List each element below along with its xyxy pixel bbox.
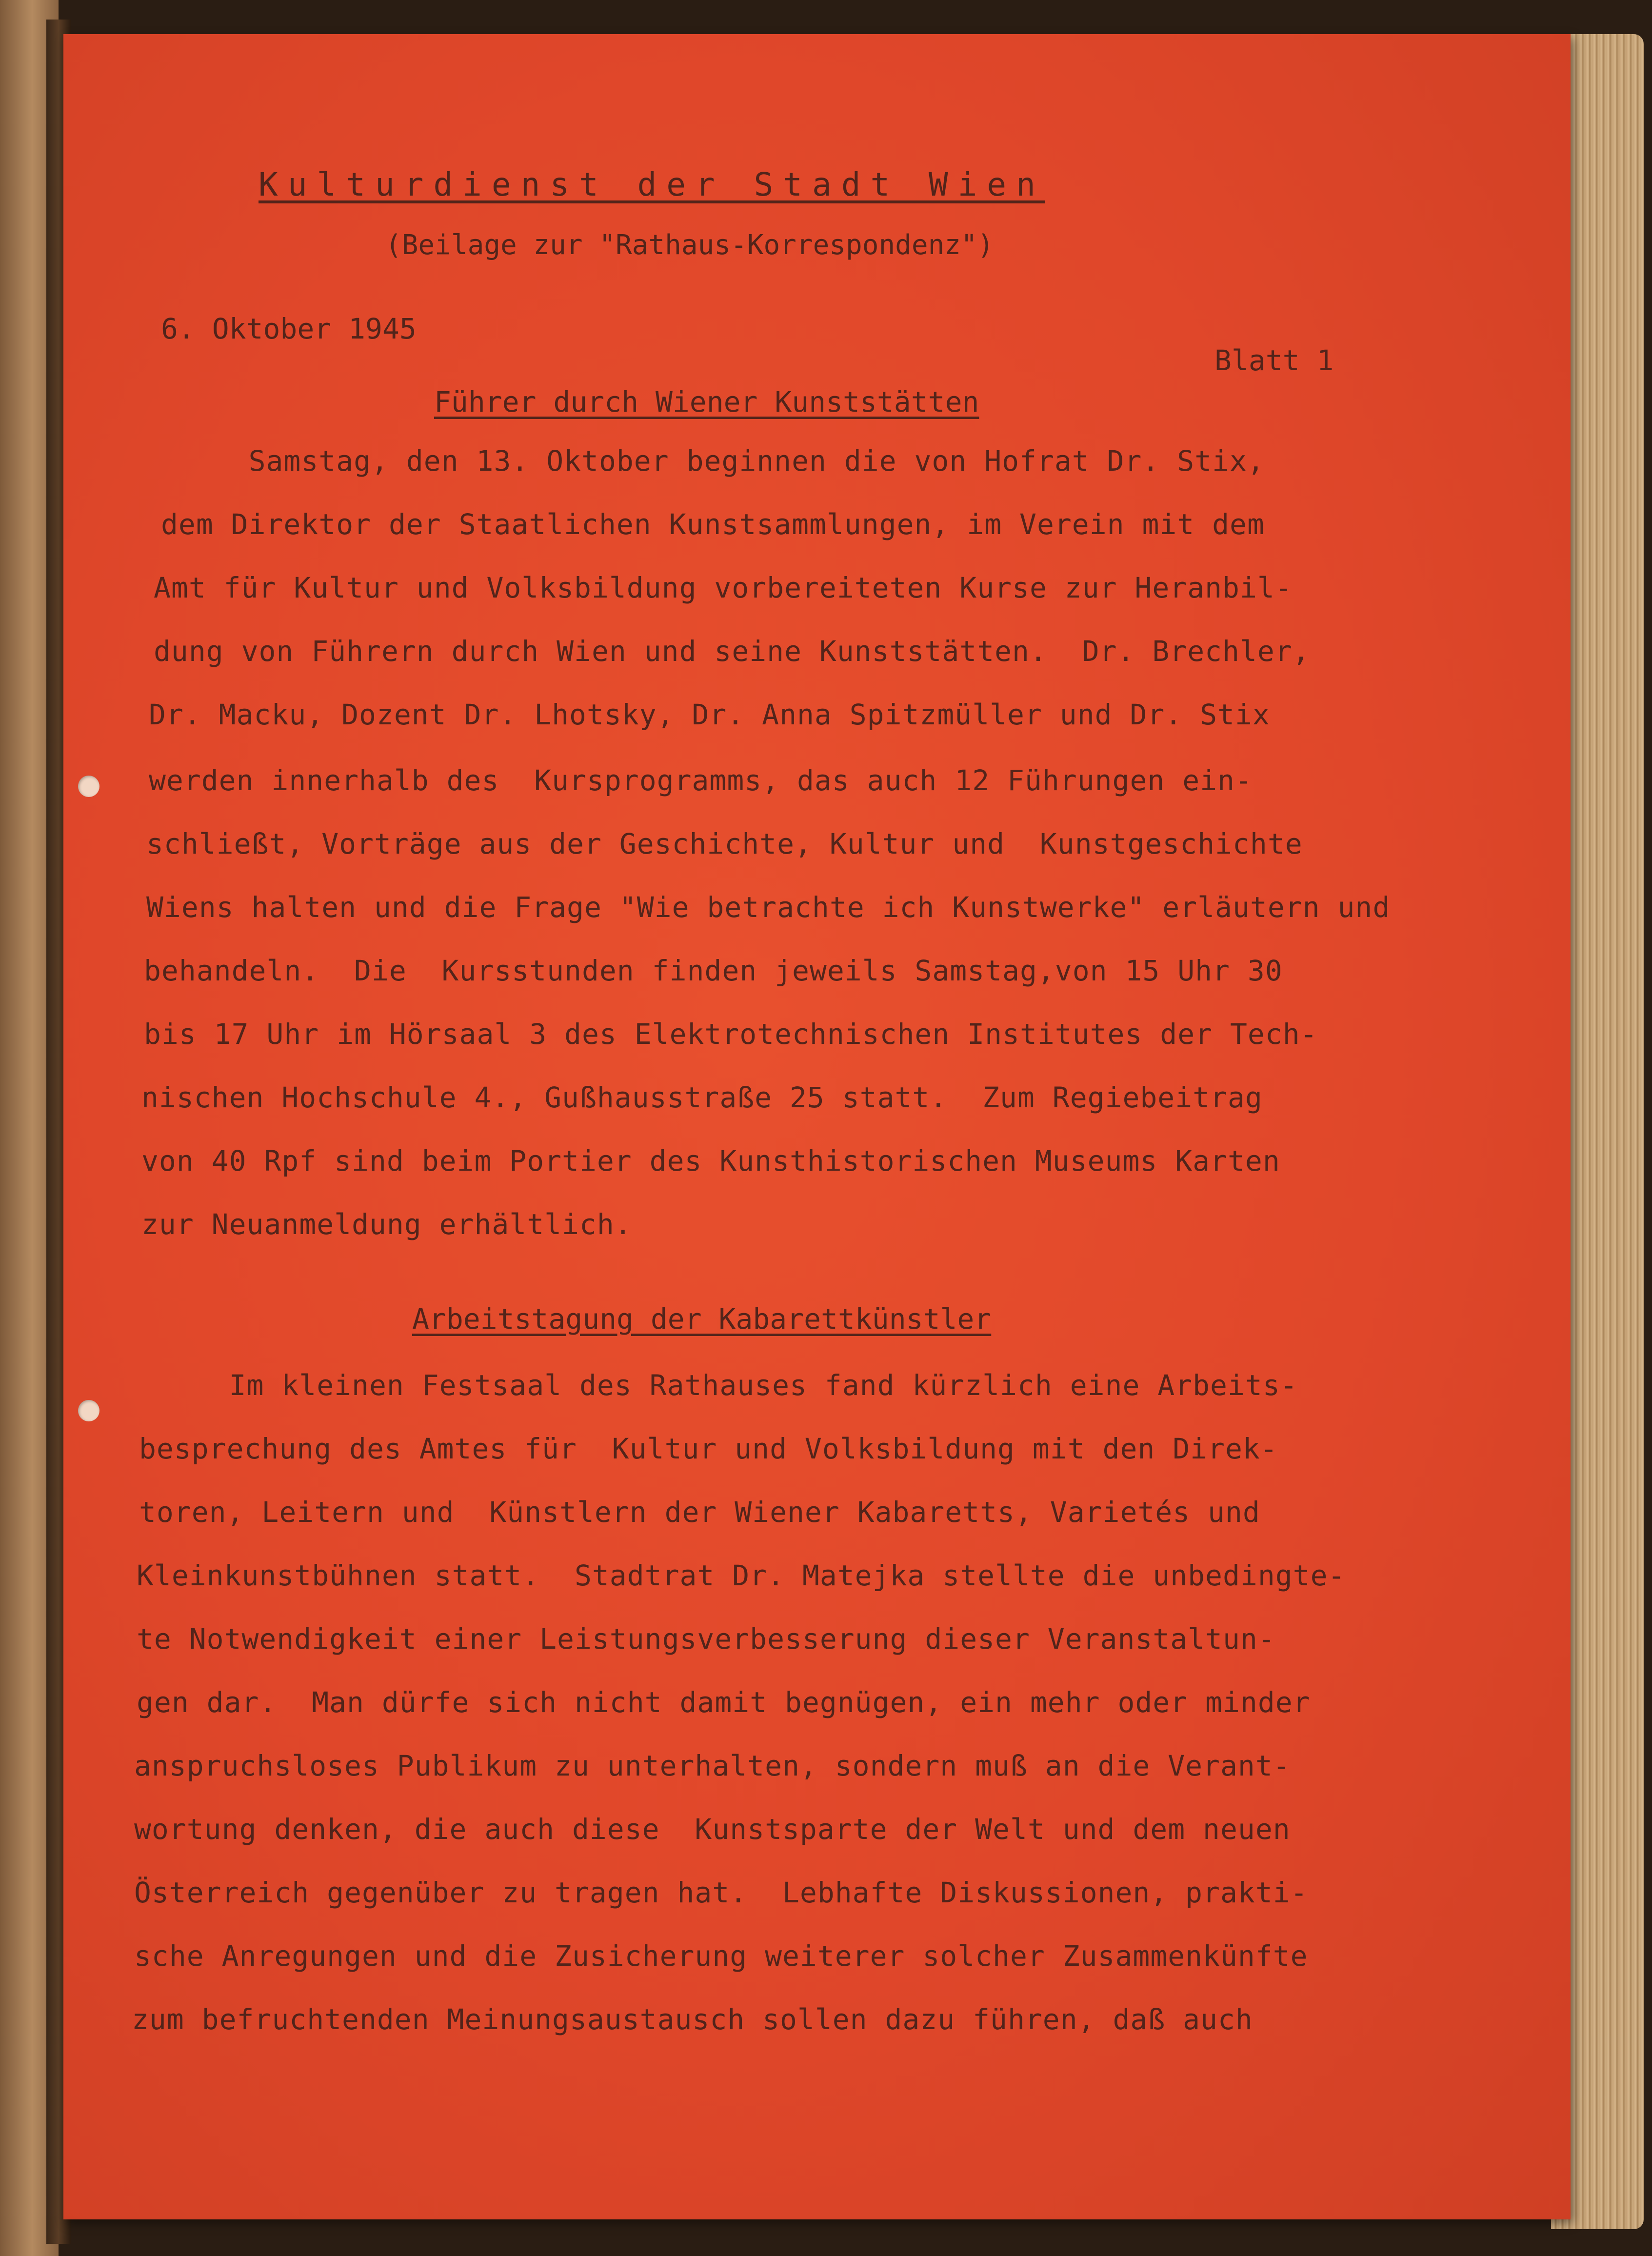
sheet-number: Blatt 1 — [1214, 344, 1334, 377]
text-line: besprechung des Amtes für Kultur und Volksbildung mit den Direk- — [139, 1432, 1278, 1465]
text-line: nischen Hochschule 4., Gußhausstraße 25 statt. Zum Regiebeitrag — [141, 1081, 1263, 1114]
text-line: Im kleinen Festsaal des Rathauses fand kürzlich eine Arbeits- — [141, 1369, 1298, 1402]
punch-hole — [78, 776, 100, 797]
section-heading: Arbeitstagung der Kabarettkünstler — [412, 1302, 992, 1336]
text-line: schließt, Vorträge aus der Geschichte, Kultur und Kunstgeschichte — [146, 827, 1303, 860]
section-heading: Führer durch Wiener Kunststätten — [434, 385, 979, 419]
text-line: Kleinkunstbühnen statt. Stadtrat Dr. Matejka stellte die unbedingte- — [137, 1559, 1346, 1592]
text-line: zur Neuanmeldung erhältlich. — [141, 1208, 632, 1241]
text-line: Amt für Kultur und Volksbildung vorbereiteten Kurse zur Heranbil- — [154, 571, 1293, 604]
text-line: wortung denken, die auch diese Kunstsparte der Welt und dem neuen — [134, 1813, 1291, 1846]
text-line: sche Anregungen und die Zusicherung weiterer solcher Zusammenkünfte — [134, 1939, 1308, 1973]
document-subtitle: (Beilage zur "Rathaus-Korrespondenz") — [385, 229, 994, 261]
text-line: toren, Leitern und Künstlern der Wiener Kabaretts, Varietés und — [139, 1496, 1260, 1529]
text-line: behandeln. Die Kursstunden finden jeweils Samstag,von 15 Uhr 30 — [144, 954, 1283, 987]
text-line: von 40 Rpf sind beim Portier des Kunsthistorischen Museums Karten — [141, 1144, 1280, 1178]
text-line: dem Direktor der Staatlichen Kunstsammlungen, im Verein mit dem — [161, 508, 1265, 541]
text-line: zum befruchtenden Meinungsaustausch sollen dazu führen, daß auch — [132, 2003, 1253, 2036]
text-line: Dr. Macku, Dozent Dr. Lhotsky, Dr. Anna Spitzmüller und Dr. Stix — [149, 698, 1270, 731]
document-title: Kulturdienst der Stadt Wien — [259, 166, 1045, 203]
document-date: 6. Oktober 1945 — [161, 312, 417, 345]
text-line: werden innerhalb des Kursprogramms, das auch 12 Führungen ein- — [149, 764, 1253, 797]
text-line: Österreich gegenüber zu tragen hat. Lebhafte Diskussionen, prakti- — [134, 1876, 1308, 1909]
punch-hole — [78, 1400, 100, 1421]
text-line: Wiens halten und die Frage "Wie betrachte ich Kunstwerke" erläutern und — [146, 891, 1391, 924]
text-line: anspruchsloses Publikum zu unterhalten, sondern muß an die Verant- — [134, 1749, 1291, 1782]
text-line: te Notwendigkeit einer Leistungsverbesserung dieser Veranstaltun- — [137, 1622, 1275, 1656]
text-line: dung von Führern durch Wien und seine Kunststätten. Dr. Brechler, — [154, 635, 1310, 668]
text-line: bis 17 Uhr im Hörsaal 3 des Elektrotechnischen Institutes der Tech- — [144, 1018, 1318, 1051]
text-line: gen dar. Man dürfe sich nicht damit begnügen, ein mehr oder minder — [137, 1686, 1311, 1719]
text-line: Samstag, den 13. Oktober beginnen die von Hofrat Dr. Stix, — [161, 444, 1265, 478]
